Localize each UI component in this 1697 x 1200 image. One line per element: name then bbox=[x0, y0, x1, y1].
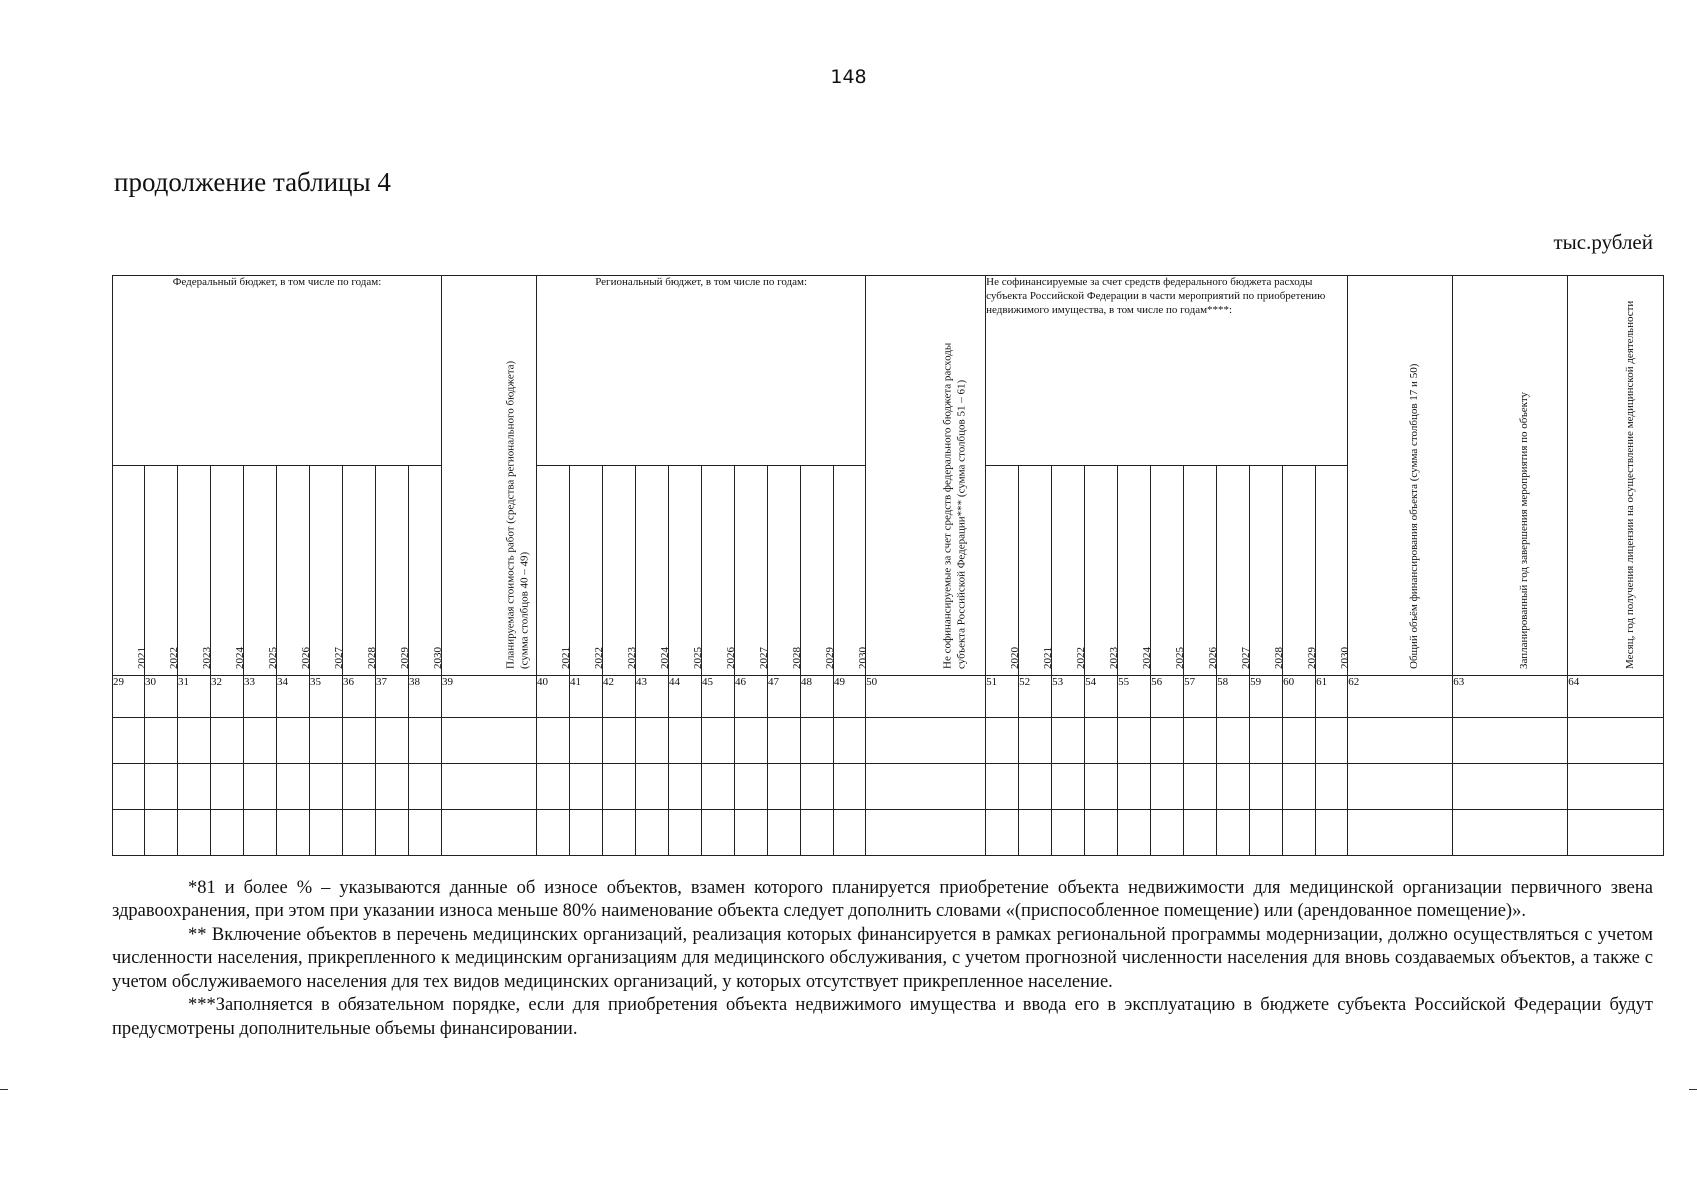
table-cell bbox=[1250, 764, 1283, 810]
table-cell bbox=[735, 718, 768, 764]
column-number-cell: 64 bbox=[1568, 676, 1664, 718]
table-cell bbox=[1052, 810, 1085, 856]
column-number-cell: 30 bbox=[145, 676, 178, 718]
column-number-cell: 29 bbox=[113, 676, 145, 718]
table-cell bbox=[1348, 810, 1453, 856]
regional-year-header: 2027 bbox=[735, 466, 768, 676]
federal-year-header: 2024 bbox=[211, 466, 244, 676]
table-cell bbox=[834, 810, 866, 856]
table-cell bbox=[178, 764, 211, 810]
property-year-header: 2029 bbox=[1283, 466, 1316, 676]
table-cell bbox=[376, 810, 409, 856]
column-number-cell: 43 bbox=[636, 676, 669, 718]
column-number-cell: 35 bbox=[310, 676, 343, 718]
table-cell bbox=[1217, 718, 1250, 764]
completion-year-header: Запланированный год завершения мероприятия по объекту bbox=[1453, 276, 1568, 676]
table-cell bbox=[603, 810, 636, 856]
table-cell bbox=[1085, 810, 1118, 856]
table-cell bbox=[1453, 810, 1568, 856]
table-cell bbox=[409, 764, 442, 810]
table-cell bbox=[570, 718, 603, 764]
regional-year-header: 2021 bbox=[537, 466, 570, 676]
table-cell bbox=[409, 810, 442, 856]
table-cell bbox=[376, 764, 409, 810]
table-cell bbox=[145, 764, 178, 810]
financing-table bbox=[112, 275, 1664, 856]
column-number-cell: 31 bbox=[178, 676, 211, 718]
table-cell bbox=[211, 718, 244, 764]
property-year-header: 2026 bbox=[1184, 466, 1217, 676]
federal-year-header: 2026 bbox=[277, 466, 310, 676]
column-number-cell: 32 bbox=[211, 676, 244, 718]
table-cell bbox=[113, 718, 145, 764]
table-cell bbox=[735, 764, 768, 810]
total-volume-header: Общий объём финансирования объекта (сумма столбцов 17 и 50) bbox=[1348, 276, 1453, 676]
table-cell bbox=[1184, 810, 1217, 856]
table-cell bbox=[669, 764, 702, 810]
table-cell bbox=[702, 764, 735, 810]
property-year-header: 2027 bbox=[1217, 466, 1250, 676]
column-number-cell: 55 bbox=[1118, 676, 1151, 718]
federal-budget-group-header: Федеральный бюджет, в том числе по годам: bbox=[113, 276, 442, 466]
federal-year-header: 2025 bbox=[244, 466, 277, 676]
table-cell bbox=[310, 718, 343, 764]
table-cell bbox=[1019, 810, 1052, 856]
column-number-cell: 49 bbox=[834, 676, 866, 718]
table-cell bbox=[1217, 764, 1250, 810]
table-cell bbox=[1568, 810, 1664, 856]
federal-year-header: 2021 bbox=[113, 466, 145, 676]
column-number-cell: 44 bbox=[669, 676, 702, 718]
table-cell bbox=[702, 718, 735, 764]
table-cell bbox=[1118, 718, 1151, 764]
table-cell bbox=[768, 718, 801, 764]
federal-year-header: 2029 bbox=[376, 466, 409, 676]
property-year-header: 2022 bbox=[1052, 466, 1085, 676]
table-cell bbox=[1453, 764, 1568, 810]
regional-year-header: 2025 bbox=[669, 466, 702, 676]
table-cell bbox=[866, 810, 986, 856]
table-cell bbox=[1151, 764, 1184, 810]
column-number-cell: 48 bbox=[801, 676, 834, 718]
table-cell bbox=[211, 810, 244, 856]
table-cell bbox=[1283, 764, 1316, 810]
not-cofinanced-header: Не софинансируемые за счет средств федерального бюджета расходы субъекта Российской Федерации*** (сумма столбцов 51 – 61) bbox=[866, 276, 986, 676]
table-cell bbox=[702, 810, 735, 856]
column-number-row bbox=[113, 676, 1664, 718]
table-cell bbox=[537, 718, 570, 764]
table-cell bbox=[1184, 764, 1217, 810]
table-cell bbox=[1118, 764, 1151, 810]
table-cell bbox=[409, 718, 442, 764]
table-cell bbox=[1184, 718, 1217, 764]
table-row bbox=[113, 810, 1664, 856]
column-number-cell: 61 bbox=[1316, 676, 1348, 718]
table-cell bbox=[603, 764, 636, 810]
table-cell bbox=[145, 718, 178, 764]
column-number-cell: 34 bbox=[277, 676, 310, 718]
table-cell bbox=[1568, 764, 1664, 810]
table-cell bbox=[669, 810, 702, 856]
table-cell bbox=[1052, 764, 1085, 810]
table-cell bbox=[801, 810, 834, 856]
table-row bbox=[113, 718, 1664, 764]
table-cell bbox=[801, 718, 834, 764]
page-edge-mark bbox=[0, 1089, 8, 1090]
federal-year-header: 2028 bbox=[343, 466, 376, 676]
regional-year-header: 2029 bbox=[801, 466, 834, 676]
table-caption: продолжение таблицы 4 bbox=[114, 167, 391, 197]
regional-year-header: 2030 bbox=[834, 466, 866, 676]
table-cell bbox=[178, 718, 211, 764]
table-cell bbox=[986, 764, 1019, 810]
column-number-cell: 52 bbox=[1019, 676, 1052, 718]
footnotes bbox=[112, 877, 1653, 1041]
table-cell bbox=[1151, 718, 1184, 764]
table-cell bbox=[1151, 810, 1184, 856]
table-cell bbox=[442, 764, 537, 810]
header-group-row bbox=[113, 276, 1664, 466]
table-cell bbox=[1316, 718, 1348, 764]
column-number-cell: 50 bbox=[866, 676, 986, 718]
regional-year-header: 2023 bbox=[603, 466, 636, 676]
table-cell bbox=[1217, 810, 1250, 856]
federal-year-header: 2022 bbox=[145, 466, 178, 676]
column-number-cell: 53 bbox=[1052, 676, 1085, 718]
table-cell bbox=[986, 718, 1019, 764]
table-cell bbox=[1453, 718, 1568, 764]
regional-year-header: 2028 bbox=[768, 466, 801, 676]
table-cell bbox=[244, 810, 277, 856]
column-number-cell: 59 bbox=[1250, 676, 1283, 718]
table-cell bbox=[343, 810, 376, 856]
table-cell bbox=[211, 764, 244, 810]
column-number-cell: 62 bbox=[1348, 676, 1453, 718]
table-cell bbox=[1568, 718, 1664, 764]
table-cell bbox=[343, 764, 376, 810]
table-cell bbox=[1250, 718, 1283, 764]
footnote: ***Заполняется в обязательном порядке, если для приобретения объекта недвижимого имущества и ввода его в эксплуатацию в бюджете субъекта Российской Федерации будут предусмотрены дополнительные объемы финансировании. bbox=[112, 995, 1653, 1039]
table-cell bbox=[1250, 810, 1283, 856]
table-cell bbox=[113, 810, 145, 856]
federal-year-header: 2027 bbox=[310, 466, 343, 676]
column-number-cell: 42 bbox=[603, 676, 636, 718]
table-cell bbox=[277, 810, 310, 856]
planned-cost-header: Планируемая стоимость работ (средства регионального бюджета) (сумма столбцов 40 – 49) bbox=[442, 276, 537, 676]
table-cell bbox=[113, 764, 145, 810]
table-cell bbox=[636, 764, 669, 810]
table-cell bbox=[801, 764, 834, 810]
property-year-header: 2025 bbox=[1151, 466, 1184, 676]
regional-year-header: 2026 bbox=[702, 466, 735, 676]
table-cell bbox=[603, 718, 636, 764]
regional-year-header: 2024 bbox=[636, 466, 669, 676]
column-number-cell: 57 bbox=[1184, 676, 1217, 718]
table-cell bbox=[145, 810, 178, 856]
table-cell bbox=[669, 718, 702, 764]
column-number-cell: 51 bbox=[986, 676, 1019, 718]
table-cell bbox=[636, 718, 669, 764]
table-cell bbox=[1085, 718, 1118, 764]
table-cell bbox=[310, 810, 343, 856]
table-cell bbox=[636, 810, 669, 856]
column-number-cell: 33 bbox=[244, 676, 277, 718]
table-cell bbox=[834, 764, 866, 810]
column-number-cell: 60 bbox=[1283, 676, 1316, 718]
table-cell bbox=[244, 718, 277, 764]
not-cofinanced-property-group-header: Не софинансируемые за счет средств федерального бюджета расходы субъекта Российской Федерации в части мероприятий по приобретению недвижимого имущества, в том числе по годам****: bbox=[986, 276, 1348, 466]
table-cell bbox=[768, 810, 801, 856]
table-cell bbox=[866, 718, 986, 764]
table-cell bbox=[537, 764, 570, 810]
table-cell bbox=[1283, 810, 1316, 856]
federal-year-header: 2023 bbox=[178, 466, 211, 676]
table-cell bbox=[1316, 764, 1348, 810]
property-year-header: 2028 bbox=[1250, 466, 1283, 676]
table-cell bbox=[442, 718, 537, 764]
table-cell bbox=[1348, 718, 1453, 764]
property-year-header: 2024 bbox=[1118, 466, 1151, 676]
table-cell bbox=[735, 810, 768, 856]
table-cell bbox=[866, 764, 986, 810]
page-edge-mark bbox=[1689, 1089, 1697, 1090]
column-number-cell: 58 bbox=[1217, 676, 1250, 718]
table-cell bbox=[1283, 718, 1316, 764]
property-year-header: 2020 bbox=[986, 466, 1019, 676]
regional-budget-group-header: Региональный бюджет, в том числе по годам: bbox=[537, 276, 866, 466]
table-cell bbox=[1085, 764, 1118, 810]
column-number-cell: 37 bbox=[376, 676, 409, 718]
table-cell bbox=[343, 718, 376, 764]
column-number-cell: 47 bbox=[768, 676, 801, 718]
table-row bbox=[113, 764, 1664, 810]
table-cell bbox=[570, 764, 603, 810]
table-cell bbox=[986, 810, 1019, 856]
table-cell bbox=[1019, 718, 1052, 764]
property-year-header: 2023 bbox=[1085, 466, 1118, 676]
column-number-cell: 41 bbox=[570, 676, 603, 718]
column-number-cell: 56 bbox=[1151, 676, 1184, 718]
table-cell bbox=[244, 764, 277, 810]
property-year-header: 2021 bbox=[1019, 466, 1052, 676]
column-number-cell: 40 bbox=[537, 676, 570, 718]
column-number-cell: 36 bbox=[343, 676, 376, 718]
footnote: *81 и более % – указываются данные об износе объектов, взамен которого планируется приобретение объекта недвижимости для медицинской организации первичного звена здравоохранения, при этом при указании износа меньше 80% наименование объекта следует дополнить словами «(приспособленное помещение) или (арендованное помещение)». bbox=[112, 878, 1653, 922]
regional-year-header: 2022 bbox=[570, 466, 603, 676]
column-number-cell: 39 bbox=[442, 676, 537, 718]
table-cell bbox=[1052, 718, 1085, 764]
property-year-header: 2030 bbox=[1316, 466, 1348, 676]
column-number-cell: 38 bbox=[409, 676, 442, 718]
table-cell bbox=[277, 764, 310, 810]
table-cell bbox=[442, 810, 537, 856]
table-cell bbox=[1316, 810, 1348, 856]
federal-year-header: 2030 bbox=[409, 466, 442, 676]
table-cell bbox=[1019, 764, 1052, 810]
column-number-cell: 54 bbox=[1085, 676, 1118, 718]
column-number-cell: 63 bbox=[1453, 676, 1568, 718]
table-cell bbox=[277, 718, 310, 764]
units-label: тыс.рублей bbox=[1553, 230, 1653, 254]
column-number-cell: 45 bbox=[702, 676, 735, 718]
table-cell bbox=[537, 810, 570, 856]
table-cell bbox=[768, 764, 801, 810]
table-cell bbox=[1118, 810, 1151, 856]
table-cell bbox=[834, 718, 866, 764]
table-cell bbox=[570, 810, 603, 856]
page-number: 148 bbox=[830, 66, 867, 88]
table-cell bbox=[376, 718, 409, 764]
table-cell bbox=[178, 810, 211, 856]
license-date-header: Месяц, год получения лицензии на осуществление медицинской деятельности bbox=[1568, 276, 1664, 676]
table-cell bbox=[310, 764, 343, 810]
column-number-cell: 46 bbox=[735, 676, 768, 718]
table-cell bbox=[1348, 764, 1453, 810]
footnote: ** Включение объектов в перечень медицинских организаций, реализация которых финансируется в рамках региональной программы модернизации, должно осуществляться с учетом численности населения, прикрепленного к медицинским организациям для медицинского обслуживания, с учетом прогнозной численности населения для вновь создаваемых объектов, а также с учетом обслуживаемого населения для тех видов медицинских организаций, у которых отсутствует прикрепленное население. bbox=[112, 924, 1653, 992]
